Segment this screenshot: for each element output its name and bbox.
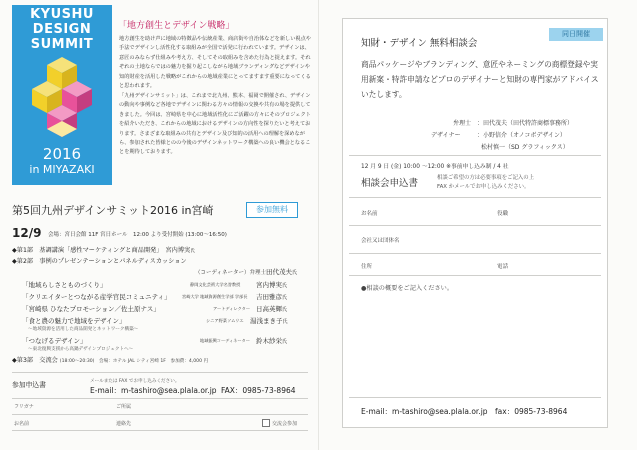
label-party: 交流会参加 xyxy=(272,421,298,427)
case-3-org: アートディレクター xyxy=(213,306,251,311)
case-4-speaker xyxy=(250,316,288,325)
case-1-speaker xyxy=(256,280,287,289)
label-name[interactable]: お名前 xyxy=(14,421,30,427)
consultation-schedule: 12 月 9 日 (金) 10:00 〜12:00 ※事前申し込み制 / 4 社 xyxy=(361,164,509,170)
label-contact[interactable]: 連絡先 xyxy=(116,421,132,427)
staff-2-role: デザイナー xyxy=(431,132,461,139)
panel-divider-6 xyxy=(349,397,601,398)
staff-1-role: 弁理士 xyxy=(453,120,472,127)
case-1-name: 宮内博実 xyxy=(256,281,282,289)
field-role-label[interactable]: 役職 xyxy=(497,211,509,217)
party-checkbox[interactable] xyxy=(262,419,270,427)
field-address-label[interactable]: 住所 xyxy=(361,264,373,270)
consultation-form-title: 相談会申込書 xyxy=(361,178,419,189)
field-company-label[interactable]: 会社又は団体名 xyxy=(361,238,400,244)
left-form-heading: 参加申込書 xyxy=(12,381,46,389)
free-badge: 参加無料 xyxy=(246,202,298,218)
form-divider-top xyxy=(12,372,308,373)
case-5-suffix: 氏 xyxy=(282,339,288,345)
staff-1-name: ：田代茂夫（田代特許商標事務所） xyxy=(477,120,574,127)
case-5-speaker xyxy=(256,336,287,345)
panel-divider-5 xyxy=(349,275,601,276)
label-company[interactable]: ご所属 xyxy=(116,404,132,410)
case-2-name: 吉田雅彦 xyxy=(256,293,282,301)
coordinator-name xyxy=(266,267,297,276)
event-venue: 会場：宮日会館 11F 宮日ホール 12:00 より受付開始 (13:00〜16:50) xyxy=(48,232,227,238)
logo-year: 2016 xyxy=(42,145,82,163)
part3 xyxy=(12,355,208,364)
left-form-email: E-mail：m-tashiro@sea.plala.or.jp xyxy=(90,386,217,395)
intro-subtitle: 「地方創生とデザイン戦略」 xyxy=(118,21,235,31)
consultation-body: 商品パッケージやブランディング、意匠やネーミングの商標登録や実用新案・特許申請などプロのデザイナーと知財の専門家がアドバイスいたします。 xyxy=(361,60,599,100)
case-1-suffix: 氏 xyxy=(282,283,288,289)
part1-label: ◆第1部 基調講演「感性マーケティングと商品開発」 宮内博実 xyxy=(12,247,191,254)
label-furigana: フリガナ xyxy=(14,404,34,410)
form-note-line-2: FAX かメールでお申し込みください。 xyxy=(437,184,530,190)
panel-divider-2 xyxy=(349,197,601,198)
form-divider-1 xyxy=(12,398,308,399)
case-3-title: 「宮崎県 ひなたプロモーション／佐土原ナス」 xyxy=(22,305,160,313)
part1-suffix: 氏 xyxy=(190,249,195,254)
part1 xyxy=(12,245,195,254)
staff-2-name: ：小野信介（オノコボデザイン） xyxy=(477,132,566,139)
case-2-title: 「クリエイターとつながる産学官民コミュニティ」 xyxy=(22,293,171,301)
case-4-subtitle: 〜地域資源を活用した商品開発とネットワーク構築〜 xyxy=(28,327,139,332)
case-2-org: 宮崎大学 地域資源創生学部 学部長 xyxy=(182,294,248,299)
part2-label: ◆第2部 事例のプレゼンテーションとパネルディスカッション xyxy=(12,258,187,265)
case-4-name: 湯浅まき子 xyxy=(250,317,283,325)
panel-divider-1 xyxy=(349,155,601,156)
case-1-org: 静岡文化芸術大学名誉教授 xyxy=(190,282,241,287)
same-day-badge: 同日開催 xyxy=(549,28,603,41)
event-title: 第5回九州デザインサミット2016 in宮崎 xyxy=(12,204,214,217)
field-detail-label[interactable]: ●相談の概要をご記入ください。 xyxy=(361,285,454,292)
coordinator-suffix: 氏 xyxy=(292,270,298,276)
case-5-title: 「つなげるデザイン」 xyxy=(22,337,87,345)
fold-line xyxy=(318,0,319,450)
intro-paragraph-1: 地方創生を助け声に地域の特徴品や伝統産業、商店街や自治体などを新しい視点や手法でデザインし活性化する取組みが全国で活発に行われています。デザインは、意匠のみならず仕組みや考え方、そしてその取組みを含めた行為と捉えます。それぞれの土地ならではの魅力を掘り起こしながら地域ブランディングなどデザインや知的財産を活用した戦略がこれからの地域産業にとってますます重要になってくると思われます。 xyxy=(119,36,311,90)
intro-text xyxy=(119,35,311,158)
summit-logo xyxy=(12,5,112,185)
case-5-org: 地域振興コーディネーター xyxy=(200,338,250,343)
panel-divider-4 xyxy=(349,253,601,254)
part3-label: ◆第3部 交流会 xyxy=(12,357,58,364)
case-4-suffix: 氏 xyxy=(282,319,288,325)
consultation-footer: E-mail：m-tashiro@sea.plala.or.jp fax：0985-73-8964 xyxy=(361,407,568,416)
form-divider-2 xyxy=(12,414,308,415)
staff-3-name: 松村慎一（SD グラフィックス） xyxy=(481,144,569,151)
part3-meta: (18:00〜20:30) 会場：ホテル JAL シティ宮崎 1F 参加費：4,000 円 xyxy=(59,359,209,364)
case-1-title: 「地域らしさとものづくり」 xyxy=(22,281,107,289)
form-divider-3 xyxy=(12,430,308,431)
case-4-org: シニア野菜ソムリエ xyxy=(206,318,244,323)
case-2-suffix: 氏 xyxy=(282,295,288,301)
panel-divider-3 xyxy=(349,225,601,226)
field-name-label[interactable]: お名前 xyxy=(361,211,378,217)
case-3-suffix: 氏 xyxy=(282,307,288,313)
case-5-subtitle: 〜東北復興支援から高鍋デザインプロジェクトへ〜 xyxy=(28,347,134,352)
consultation-title: 知財・デザイン 無料相談会 xyxy=(361,38,478,49)
case-3-name: 日高英輝 xyxy=(256,305,282,313)
event-date: 12/9 xyxy=(12,226,42,240)
case-2-speaker xyxy=(256,292,287,301)
coordinator-label: （コーディネーター）弁理士 xyxy=(195,270,267,276)
consultation-panel xyxy=(342,18,608,428)
logo-line-2: DESIGN xyxy=(32,22,92,37)
logo-line-1: KYUSHU xyxy=(30,7,94,22)
left-form-fax: FAX：0985-73-8964 xyxy=(221,386,296,395)
consultation-form-note xyxy=(437,174,534,192)
logo-title xyxy=(12,7,112,52)
form-note-line-1: 相談ご希望の方は必要事項をご記入の上 xyxy=(437,175,535,181)
coordinator-name-text: 田代茂夫 xyxy=(266,268,292,276)
field-phone-label[interactable]: 電話 xyxy=(497,264,509,270)
case-3-speaker xyxy=(256,304,287,313)
logo-place: in MIYAZAKI xyxy=(29,163,95,176)
left-form-note: メールまたは FAX でお申し込みください。 xyxy=(90,379,180,384)
case-5-name: 鈴木紗栄 xyxy=(256,337,282,345)
intro-paragraph-2: 「九州デザインサミット」は、これまで北九州、熊本、福岡で開催され、デザインの動向や事例など各地でデザインに関わる方々の情報の交換や共有の場を提供してきました。今回は、宮崎県を中心に地域活性化にご活躍の方々にそのプロジェクトを紹介いただき、これからの地域におけるデザインの方向性を探りたいと考えております。さまざまな取組みの共有とデザイン及び知的の活用への理解を深めながら、参加された皆様とのの今後のデザインネットワーク構築への良い機会となることを期待しております。 xyxy=(119,92,311,156)
logo-line-3: SUMMIT xyxy=(30,37,94,52)
cube-graphic-icon xyxy=(32,57,92,145)
case-4-title: 「食と農の魅力で地域をデザイン」 xyxy=(22,317,126,325)
